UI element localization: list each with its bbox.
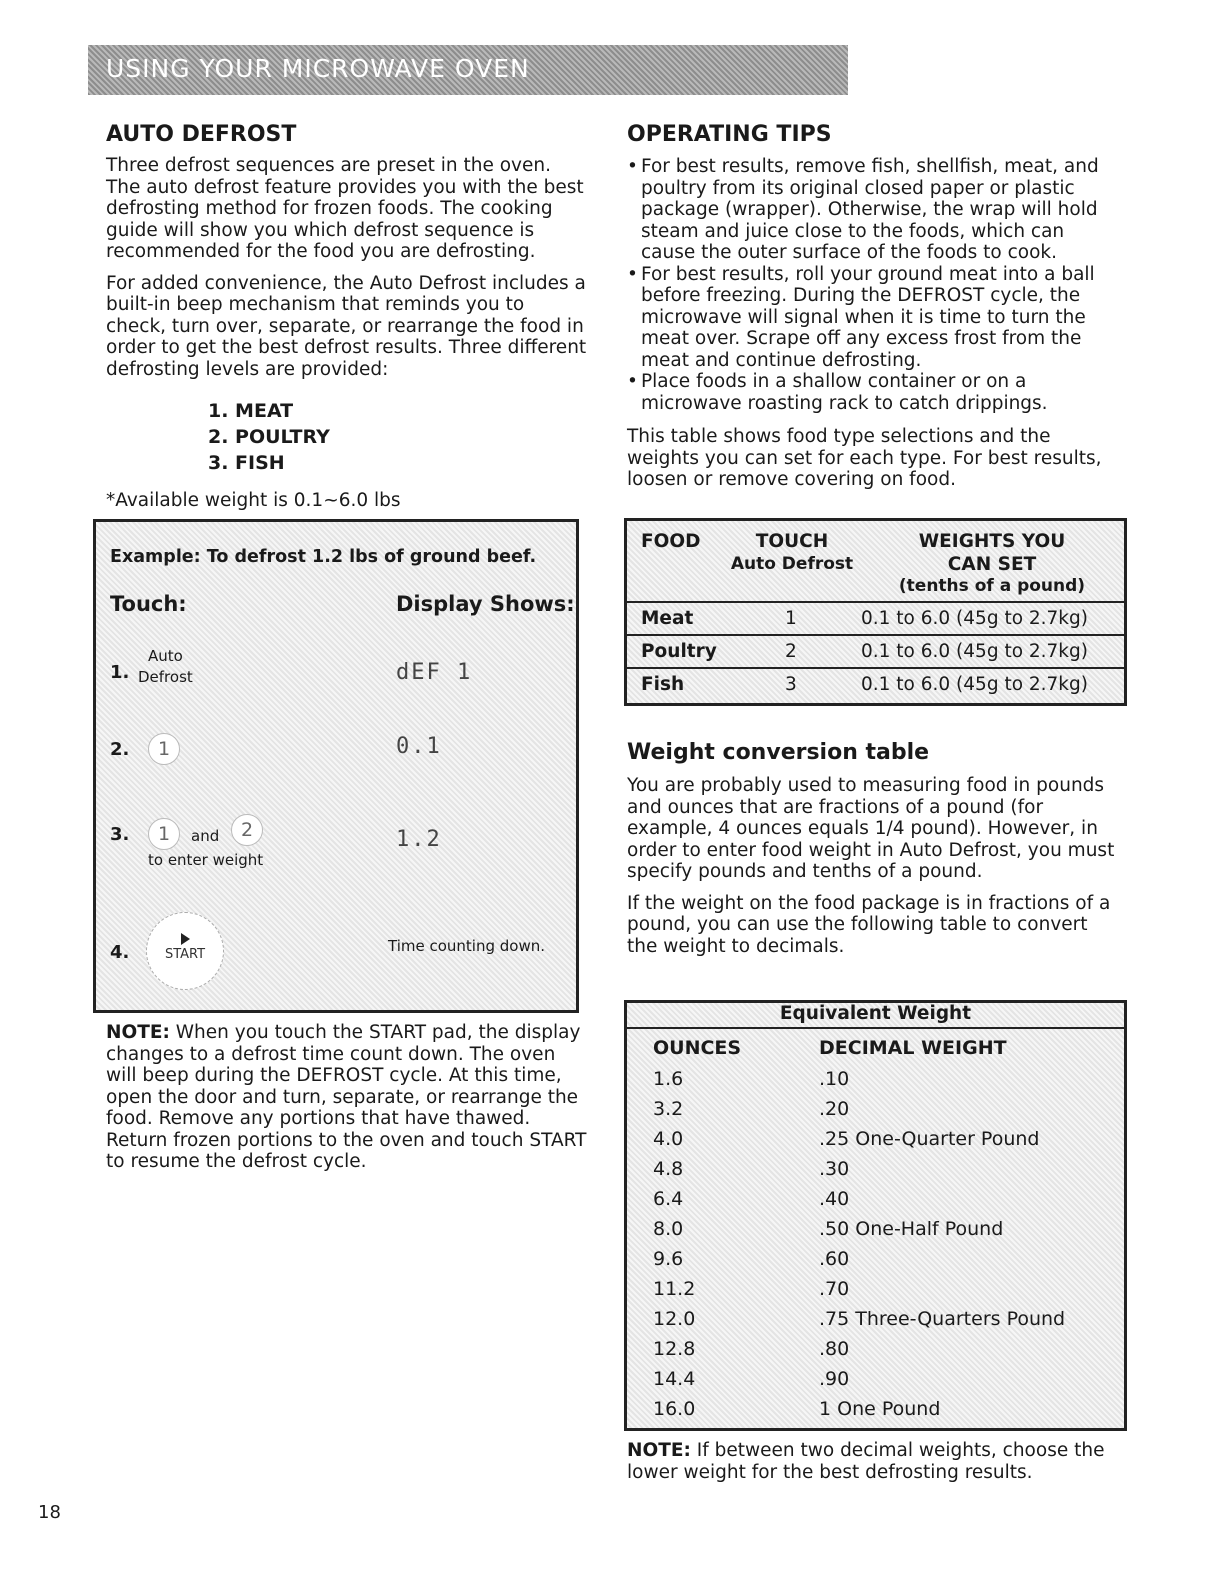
ounces-header: OUNCES — [653, 1037, 742, 1059]
weights-header-3: (tenths of a pound) — [898, 576, 1086, 596]
touch-header-2: Auto Defrost — [730, 554, 854, 574]
touch-header-1: TOUCH — [755, 531, 829, 552]
table-intro: This table shows food type selections and the weights you can set for each type. For best results, loosen or remove covering on food. — [627, 426, 1102, 490]
equivalent-weight-title: Equivalent Weight — [627, 1003, 1124, 1029]
decimal-cell: .70 — [819, 1278, 850, 1300]
weights-header-2: CAN SET — [947, 554, 1037, 575]
table-row — [627, 1338, 1124, 1368]
step-number: 4. — [110, 942, 130, 963]
display-header: Display Shows: — [396, 592, 575, 616]
banner-title: USING YOUR MICROWAVE OVEN — [106, 54, 530, 83]
decimal-cell: .75 Three-Quarters Pound — [819, 1308, 1066, 1330]
play-icon — [181, 933, 190, 945]
defrost-levels-list — [208, 398, 330, 476]
enter-weight-label: to enter weight — [148, 851, 264, 869]
table-row — [627, 1158, 1124, 1188]
tips-list — [627, 156, 1117, 414]
page-number: 18 — [38, 1502, 61, 1523]
ounces-cell: 6.4 — [653, 1188, 684, 1210]
level-item: 1. MEAT — [208, 400, 294, 422]
ounces-cell: 14.4 — [653, 1368, 696, 1390]
food-cell: Meat — [641, 608, 694, 629]
weight-conversion-section — [627, 740, 1117, 967]
ounces-cell: 8.0 — [653, 1218, 684, 1240]
conversion-para-1: You are probably used to measuring food in pounds and ounces that are fractions of a pound (for example, 4 ounces equals 1/4 pound). However, in order to enter food weight in Auto Defrost, you must specify pounds and tenths of a pound. — [627, 775, 1115, 882]
ounces-cell: 12.8 — [653, 1338, 696, 1360]
example-box — [93, 519, 579, 1013]
note-text: If between two decimal weights, choose the lower weight for the best defrosting results. — [627, 1440, 1105, 1483]
ounces-cell: 11.2 — [653, 1278, 696, 1300]
section-banner — [88, 45, 848, 95]
decimal-cell: 1 One Pound — [819, 1398, 941, 1420]
display-readout: dEF 1 — [396, 660, 473, 685]
touch-cell: 3 — [785, 674, 797, 695]
decimal-cell: .40 — [819, 1188, 850, 1210]
ounces-cell: 12.0 — [653, 1308, 696, 1330]
table-row — [627, 1308, 1124, 1338]
tip-item: • For best results, remove fish, shellfish, meat, and poultry from its original closed paper or plastic package (wrapper). Otherwise, the wrap will hold steam and juice close to the foods, which can cause the outer surface of the foods to cook. — [627, 156, 1117, 264]
key-2-button: 2 — [231, 814, 263, 846]
decimal-cell: .80 — [819, 1338, 850, 1360]
ounces-cell: 4.8 — [653, 1158, 684, 1180]
level-item: 3. FISH — [208, 452, 285, 474]
table-row — [627, 1128, 1124, 1158]
table-row — [627, 1398, 1124, 1428]
note-label: NOTE: — [106, 1022, 170, 1043]
tip-item: • For best results, roll your ground meat into a ball before freezing. During the DEFROST cycle, the microwave will signal when it is time to turn the meat over. Scrape off any excess frost from the meat and continue defrosting. — [627, 264, 1117, 372]
left-note — [106, 1022, 590, 1183]
table-row — [627, 601, 1124, 636]
and-label: and — [191, 827, 220, 845]
ounces-cell: 1.6 — [653, 1068, 684, 1090]
weights-header-1: WEIGHTS YOU — [918, 531, 1066, 552]
touch-cell: 1 — [785, 608, 797, 629]
operating-tips-heading: OPERATING TIPS — [627, 122, 832, 147]
available-weight-note: *Available weight is 0.1~6.0 lbs — [106, 490, 401, 511]
note-label: NOTE: — [627, 1440, 691, 1461]
tip-item: • Place foods in a shallow container or on a microwave roasting rack to catch drippings. — [627, 371, 1117, 414]
display-readout: 0.1 — [396, 734, 442, 759]
ounces-cell: 16.0 — [653, 1398, 696, 1420]
level-item: 2. POULTRY — [208, 426, 330, 448]
operating-tips-section — [627, 122, 1117, 501]
table-row — [627, 1098, 1124, 1128]
auto-defrost-heading: AUTO DEFROST — [106, 122, 297, 147]
food-cell: Poultry — [641, 641, 717, 662]
ounces-cell: 9.6 — [653, 1248, 684, 1270]
touch-header: Touch: — [110, 592, 187, 616]
table-row — [627, 1218, 1124, 1248]
decimal-cell: .30 — [819, 1158, 850, 1180]
auto-defrost-key-line2: Defrost — [138, 668, 193, 686]
weight-cell: 0.1 to 6.0 (45g to 2.7kg) — [861, 674, 1088, 695]
conversion-heading: Weight conversion table — [627, 740, 930, 765]
table-header-row — [627, 1037, 1124, 1067]
auto-defrost-key-line1: Auto — [148, 647, 183, 665]
display-readout: 1.2 — [396, 827, 442, 852]
weight-cell: 0.1 to 6.0 (45g to 2.7kg) — [861, 641, 1088, 662]
step-number: 2. — [110, 739, 130, 760]
ounces-cell: 3.2 — [653, 1098, 684, 1120]
equivalent-weight-table — [624, 1000, 1127, 1431]
decimal-cell: .20 — [819, 1098, 850, 1120]
display-readout: Time counting down. — [388, 937, 546, 955]
decimal-cell: .60 — [819, 1248, 850, 1270]
right-note — [627, 1440, 1117, 1493]
note-text: When you touch the START pad, the display changes to a defrost time count down. The oven will beep during the DEFROST cycle. At this time, open the door and turn, separate, or rearrange the food. Remove any portions that have thawed. Return frozen portions to the oven and touch START to resume the defrost cycle. — [106, 1022, 587, 1172]
food-table — [624, 518, 1127, 706]
food-cell: Fish — [641, 674, 685, 695]
start-label: START — [164, 947, 206, 962]
decimal-cell: .50 One-Half Pound — [819, 1218, 1004, 1240]
start-button — [146, 912, 224, 990]
auto-defrost-para-1: Three defrost sequences are preset in the oven. The auto defrost feature provides you with the best defrosting method for frozen foods. The cooking guide will show you which defrost sequence is recommended for the food you are defrosting. — [106, 155, 584, 262]
step-number: 1. — [110, 662, 130, 683]
decimal-cell: .10 — [819, 1068, 850, 1090]
table-row — [627, 1248, 1124, 1278]
step-number: 3. — [110, 824, 130, 845]
key-1-button: 1 — [148, 818, 180, 850]
table-row — [627, 667, 1124, 702]
table-row — [627, 1278, 1124, 1308]
auto-defrost-para-2: For added convenience, the Auto Defrost includes a built-in beep mechanism that reminds you to check, turn over, separate, or rearrange the food in order to get the best defrost results. Three different defrosting levels are provided: — [106, 272, 587, 380]
decimal-cell: .25 One-Quarter Pound — [819, 1128, 1040, 1150]
table-row — [627, 1188, 1124, 1218]
touch-cell: 2 — [785, 641, 797, 662]
conversion-para-2: If the weight on the food package is in fractions of a pound, you can use the following table to convert the weight to decimals. — [627, 892, 1111, 957]
weight-cell: 0.1 to 6.0 (45g to 2.7kg) — [861, 608, 1088, 629]
ounces-cell: 4.0 — [653, 1128, 684, 1150]
table-row — [627, 634, 1124, 669]
food-header: FOOD — [641, 531, 701, 552]
table-row — [627, 1368, 1124, 1398]
key-1-button: 1 — [148, 733, 180, 765]
decimal-header: DECIMAL WEIGHT — [819, 1037, 1007, 1059]
example-title: Example: To defrost 1.2 lbs of ground beef. — [110, 547, 537, 567]
auto-defrost-section — [106, 122, 588, 390]
table-row — [627, 1068, 1124, 1098]
decimal-cell: .90 — [819, 1368, 850, 1390]
